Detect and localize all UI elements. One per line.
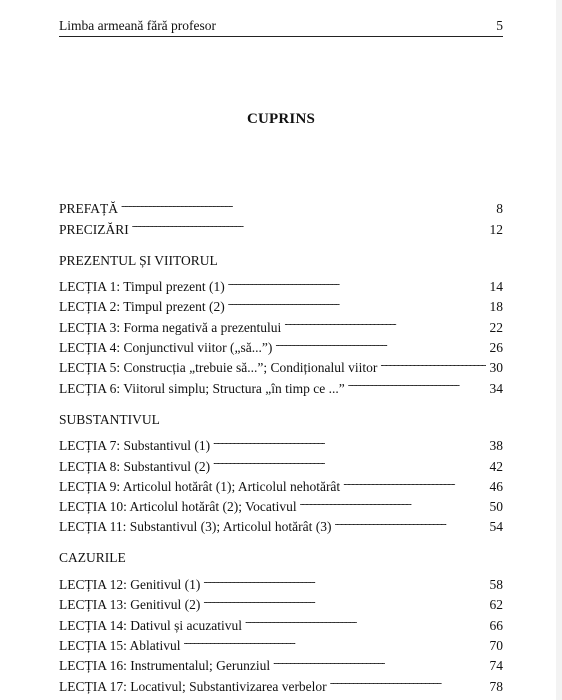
dot-leader [213, 430, 486, 450]
toc-entry-page: 62 [489, 597, 503, 613]
toc-entry-page: 66 [489, 617, 503, 633]
toc-entry-page: 22 [489, 319, 503, 335]
toc-entry-page: 38 [489, 438, 503, 454]
toc-entry-page: 70 [489, 637, 503, 653]
dot-leader [273, 650, 486, 670]
toc-entry-page: 78 [489, 678, 503, 694]
dot-leader [184, 630, 487, 650]
toc-entry-page: 46 [489, 478, 503, 494]
toc-entry-label: PREFAȚĂ [59, 201, 119, 217]
toc-entry-page: 12 [489, 221, 503, 237]
page-number: 5 [496, 18, 503, 33]
dot-leader [228, 291, 486, 311]
toc-entry-page: 42 [489, 458, 503, 474]
toc-entry-prefata[interactable] [59, 193, 503, 217]
toc-entry-label: LECȚIA 4: Conjunctivul viitor („să...”) [59, 340, 273, 356]
toc-entry-page: 30 [489, 360, 503, 376]
toc-entry-label: LECȚIA 14: Dativul și acuzativul [59, 617, 242, 633]
section-heading: PREZENTUL ȘI VIITORUL [59, 252, 218, 268]
toc-entry-page: 58 [489, 577, 503, 593]
toc-entry-label: LECȚIA 13: Genitivul (2) [59, 597, 201, 613]
dot-leader [275, 332, 486, 352]
toc-entry-label: LECȚIA 17: Locativul; Substantivizarea verbelor [59, 678, 327, 694]
dot-leader [203, 589, 486, 609]
toc-entry-label: LECȚIA 16: Instrumentalul; Gerunziul [59, 658, 271, 674]
dot-leader [330, 670, 486, 690]
dot-leader [121, 193, 486, 213]
toc-entry-precizari[interactable] [59, 213, 503, 237]
page-edge [556, 0, 562, 700]
toc-entry[interactable] [59, 430, 503, 454]
toc-entry-label: LECȚIA 2: Timpul prezent (2) [59, 299, 225, 315]
toc-entry-label: LECȚIA 8: Substantivul (2) [59, 458, 211, 474]
toc-entry-page: 74 [489, 658, 503, 674]
header-rule [59, 36, 503, 37]
dot-leader [300, 491, 486, 511]
toc-entry-page: 54 [489, 519, 503, 535]
toc-entry-page: 50 [489, 499, 503, 515]
toc-entry-label: LECȚIA 11: Substantivul (3); Articolul hotărât (3) [59, 519, 332, 535]
toc-entry-label: LECȚIA 10: Articolul hotărât (2); Vocativul [59, 499, 297, 515]
toc-entry-label: LECȚIA 6: Viitorul simplu; Structura „în timp ce ...” [59, 380, 345, 396]
dot-leader [334, 511, 486, 531]
toc-entry-label: LECȚIA 3: Forma negativă a prezentului [59, 319, 282, 335]
toc-entry-label: LECȚIA 1: Timpul prezent (1) [59, 279, 225, 295]
dot-leader [380, 352, 486, 372]
toc-entry-label: LECȚIA 7: Substantivul (1) [59, 438, 211, 454]
toc-entry-page: 26 [489, 340, 503, 356]
dot-leader [228, 271, 486, 291]
toc-entry-label: LECȚIA 15: Ablativul [59, 637, 181, 653]
toc-entry-label: LECȚIA 5: Construcția „trebuie să...”; Condiționalul viitor [59, 360, 378, 376]
running-header [59, 18, 503, 34]
table-of-contents [59, 193, 503, 694]
toc-entry-page: 14 [489, 279, 503, 295]
toc-entry-label: PRECIZĂRI [59, 221, 129, 237]
section-heading: CAZURILE [59, 550, 126, 566]
toc-entry-page: 34 [489, 380, 503, 396]
section-heading: SUBSTANTIVUL [59, 411, 160, 427]
toc-entry[interactable] [59, 569, 503, 593]
dot-leader [343, 471, 486, 491]
toc-entry-label: LECȚIA 12: Genitivul (1) [59, 577, 201, 593]
dot-leader [245, 609, 486, 629]
dot-leader [348, 372, 486, 392]
book-title: Limba armeană fără profesor [59, 18, 217, 33]
page-title: CUPRINS [246, 111, 316, 127]
toc-entry-page: 18 [489, 299, 503, 315]
dot-leader [284, 311, 486, 331]
toc-entry-label: LECȚIA 9: Articolul hotărât (1); Articolul nehotărât [59, 478, 341, 494]
toc-entry-page: 8 [496, 201, 503, 217]
dot-leader [213, 450, 486, 470]
dot-leader [132, 213, 486, 233]
toc-entry[interactable] [59, 271, 503, 295]
dot-leader [203, 569, 486, 589]
